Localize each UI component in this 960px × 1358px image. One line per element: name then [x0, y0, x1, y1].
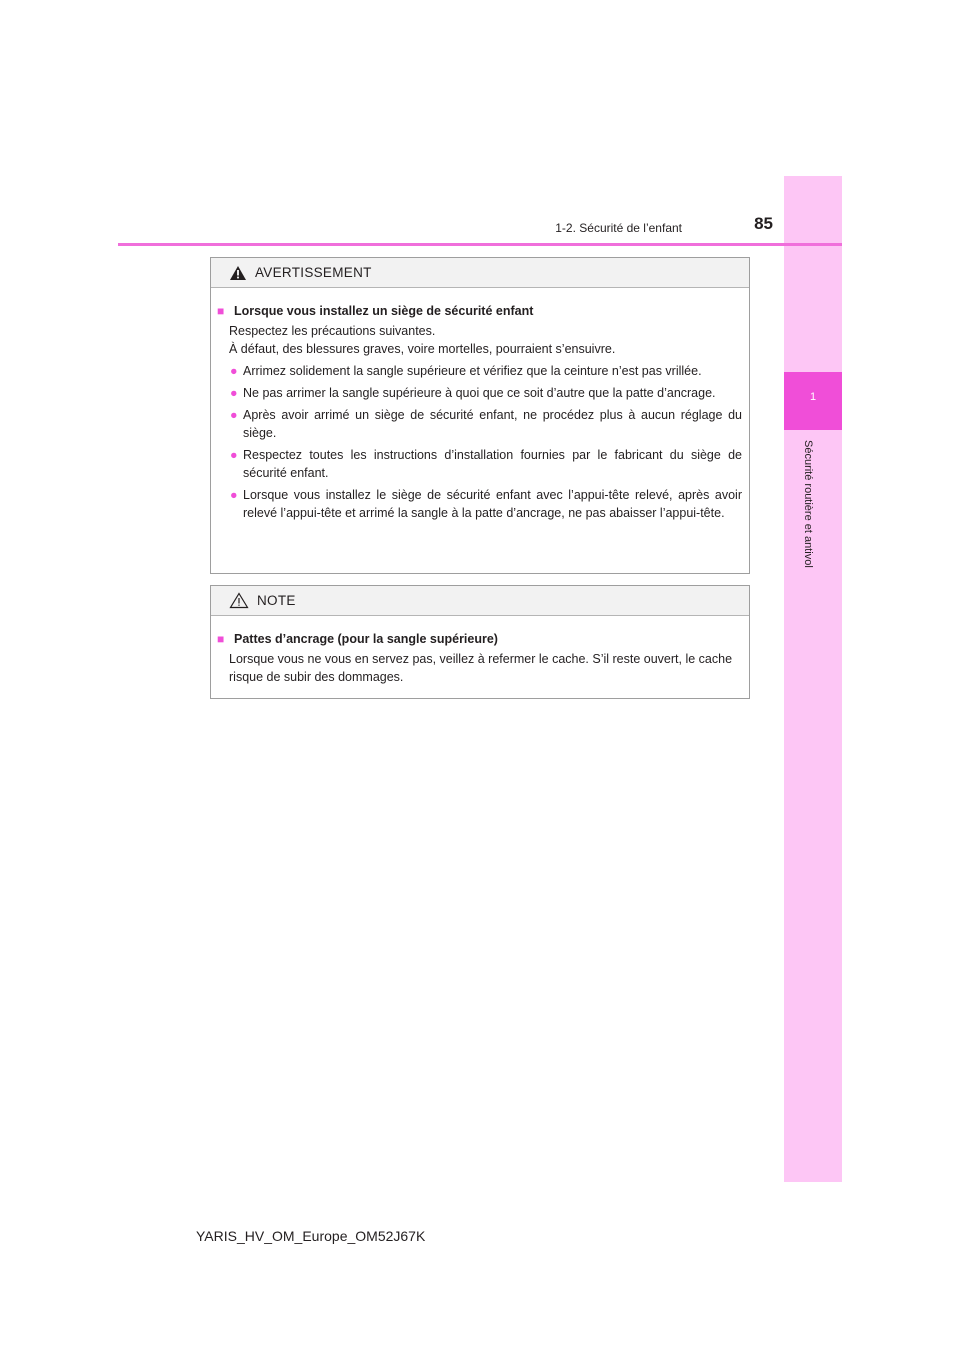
chapter-title: Sécurité routière et antivol	[802, 440, 814, 568]
warning-intro-line: Respectez les précautions suivantes.	[229, 324, 436, 338]
warning-bullet-text: Après avoir arrimé un siège de sécurité enfant, ne procédez plus à aucun réglage du siège.	[243, 408, 742, 440]
warning-title: AVERTISSEMENT	[255, 265, 372, 280]
warning-header	[211, 258, 749, 288]
section-label: 1-2. Sécurité de l’enfant	[555, 221, 682, 235]
page-number: 85	[754, 214, 773, 233]
circle-bullet-icon: ●	[230, 364, 238, 378]
note-box	[210, 585, 750, 699]
warning-bullet	[217, 486, 743, 522]
header-divider	[118, 243, 842, 246]
warning-heading-text: Lorsque vous installez un siège de sécurité enfant	[234, 304, 534, 318]
warning-bullet	[217, 446, 743, 482]
circle-bullet-icon: ●	[230, 488, 238, 502]
warning-bullet	[217, 362, 743, 380]
note-title: NOTE	[257, 593, 296, 608]
warning-intro-line: À défaut, des blessures graves, voire mortelles, pourraient s’ensuivre.	[229, 342, 616, 356]
caution-triangle-icon	[229, 592, 249, 609]
circle-bullet-icon: ●	[230, 408, 238, 422]
note-heading	[217, 630, 743, 648]
warning-bullet-text: Lorsque vous installez le siège de sécurité enfant avec l’appui-tête relevé, après avoir relevé l’appui-tête et arrimé la sangle à la patte d’ancrage, ne pas abaisser l’appui-tête.	[243, 488, 742, 520]
warning-bullet-text: Arrimez solidement la sangle supérieure et vérifiez que la ceinture n’est pas vrillée.	[243, 364, 702, 378]
warning-heading	[217, 302, 743, 320]
warning-bullet	[217, 406, 743, 442]
square-bullet-icon: ■	[217, 632, 225, 646]
warning-bullet-text: Ne pas arrimer la sangle supérieure à quoi que ce soit d’autre que la patte d’ancrage.	[243, 386, 716, 400]
warning-bullet-text: Respectez toutes les instructions d’installation fournies par le fabricant du siège de sécurité enfant.	[243, 448, 742, 480]
warning-triangle-icon	[229, 265, 247, 281]
side-tab	[784, 176, 842, 1182]
warning-bullet	[217, 384, 743, 402]
document-id: YARIS_HV_OM_Europe_OM52J67K	[196, 1228, 426, 1244]
note-header	[211, 586, 749, 616]
note-text: Lorsque vous ne vous en servez pas, veillez à refermer le cache. S’il reste ouvert, le cache risque de subir des dommages.	[229, 652, 733, 684]
chapter-number: 1	[784, 372, 842, 430]
circle-bullet-icon: ●	[230, 448, 238, 462]
warning-box	[210, 257, 750, 574]
circle-bullet-icon: ●	[230, 386, 238, 400]
square-bullet-icon: ■	[217, 304, 225, 318]
note-heading-text: Pattes d’ancrage (pour la sangle supérieure)	[234, 632, 498, 646]
